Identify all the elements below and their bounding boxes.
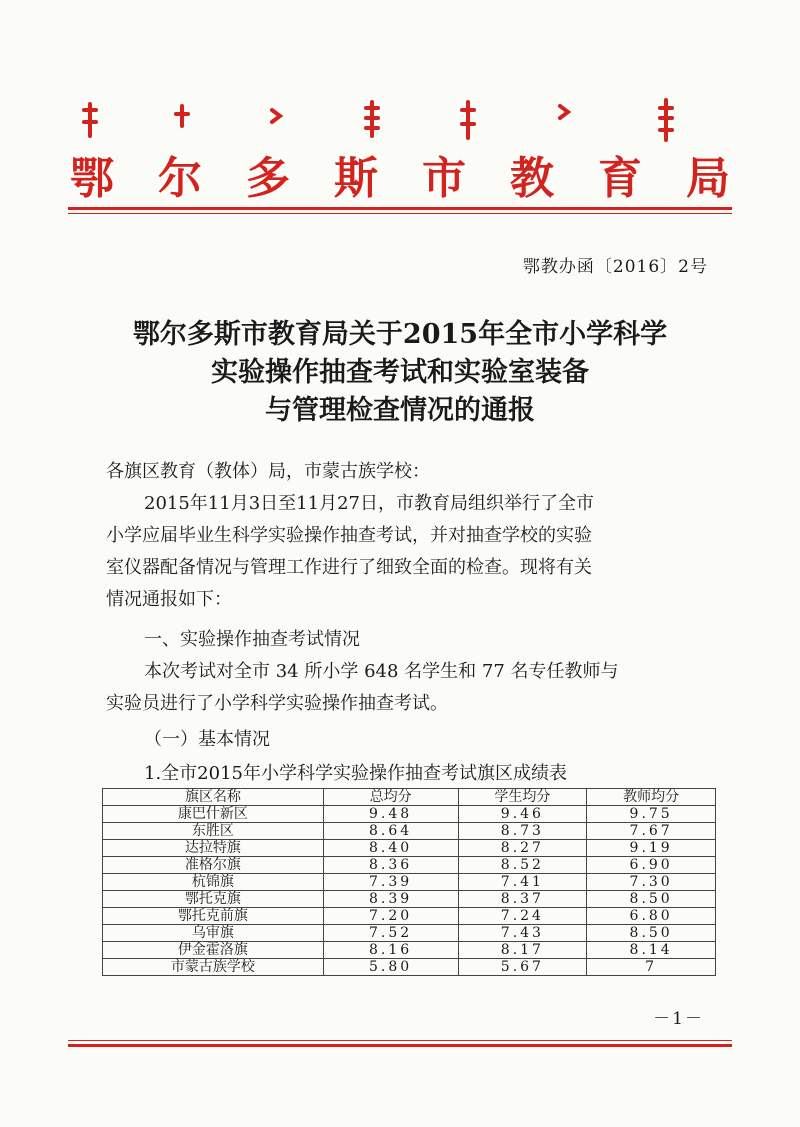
score-cell: 8.73: [458, 823, 587, 840]
table-row: [103, 925, 716, 942]
score-cell: 7.43: [458, 925, 587, 942]
column-header: 总均分: [323, 789, 458, 806]
district-name-cell: 鄂托克前旗: [103, 908, 324, 925]
district-name-cell: 准格尔旗: [103, 857, 324, 874]
score-cell: 7.39: [323, 874, 458, 891]
headline-line: 鄂尔多斯市教育局关于2015年全市小学科学: [132, 319, 668, 350]
score-cell: 8.52: [458, 857, 587, 874]
org-char: 市: [422, 153, 466, 204]
table-row: [103, 823, 716, 840]
exam-paragraph: [106, 656, 716, 720]
district-name-cell: 杭锦旗: [103, 874, 324, 891]
org-char: 斯: [334, 153, 378, 204]
org-char: 育: [598, 153, 642, 204]
org-char: 尔: [158, 153, 202, 204]
paragraph-line: 情况通报如下：: [106, 589, 232, 610]
score-cell: 9.75: [587, 806, 716, 823]
score-cell: 8.50: [587, 891, 716, 908]
org-char: 局: [686, 153, 730, 204]
score-cell: 8.50: [587, 925, 716, 942]
score-cell: 8.40: [323, 840, 458, 857]
score-cell: 8.36: [323, 857, 458, 874]
district-name-cell: 鄂托克旗: [103, 891, 324, 908]
headline-line: 实验操作抽查考试和实验室装备: [211, 357, 589, 388]
document-headline: [80, 316, 720, 430]
district-score-table: [102, 788, 716, 976]
column-header: 学生均分: [458, 789, 587, 806]
score-cell: 9.48: [323, 806, 458, 823]
score-cell: 7.52: [323, 925, 458, 942]
table-row: [103, 959, 716, 976]
page-number: －1－: [653, 1009, 704, 1029]
district-name-cell: 东胜区: [103, 823, 324, 840]
paragraph-line: 实验员进行了小学科学实验操作抽查考试。: [106, 693, 448, 714]
mongolian-script-icon: [82, 96, 718, 144]
score-cell: 7.67: [587, 823, 716, 840]
column-header: 旗区名称: [103, 789, 324, 806]
score-cell: 8.14: [587, 942, 716, 959]
paragraph-line: 2015年11月3日至11月27日，市教育局组织举行了全市: [144, 493, 594, 514]
score-cell: 7.24: [458, 908, 587, 925]
score-cell: 6.90: [587, 857, 716, 874]
district-name-cell: 康巴什新区: [103, 806, 324, 823]
org-char: 教: [510, 153, 554, 204]
score-cell: 9.19: [587, 840, 716, 857]
score-cell: 8.39: [323, 891, 458, 908]
headline-line: 与管理检查情况的通报: [265, 395, 535, 426]
table-row: [103, 942, 716, 959]
org-char: 鄂: [70, 153, 114, 204]
paragraph-line: 小学应届毕业生科学实验操作抽查考试，并对抽查学校的实验: [106, 525, 592, 546]
paragraph-line: 本次考试对全市 34 所小学 648 名学生和 77 名专任教师与: [144, 661, 619, 682]
subsection-heading: （一）基本情况: [144, 729, 270, 750]
score-cell: 5.80: [323, 959, 458, 976]
table-row: [103, 806, 716, 823]
score-cell: 7.41: [458, 874, 587, 891]
score-cell: 8.64: [323, 823, 458, 840]
score-cell: 7.20: [323, 908, 458, 925]
score-cell: 9.46: [458, 806, 587, 823]
table-caption: 1.全市2015年小学科学实验操作抽查考试旗区成绩表: [144, 763, 567, 784]
table-row: [103, 857, 716, 874]
score-cell: 8.17: [458, 942, 587, 959]
district-name-cell: 乌审旗: [103, 925, 324, 942]
table-row: [103, 840, 716, 857]
district-name-cell: 伊金霍洛旗: [103, 942, 324, 959]
score-cell: 6.80: [587, 908, 716, 925]
district-name-cell: 市蒙古族学校: [103, 959, 324, 976]
paragraph-line: 室仪器配备情况与管理工作进行了细致全面的检查。现将有关: [106, 557, 592, 578]
intro-paragraph: [106, 488, 716, 616]
score-cell: 5.67: [458, 959, 587, 976]
score-cell: 7: [587, 959, 716, 976]
table-row: [103, 891, 716, 908]
score-cell: 8.16: [323, 942, 458, 959]
addressee: 各旗区教育（教体）局，市蒙古族学校：: [106, 461, 430, 482]
table-row: [103, 874, 716, 891]
district-name-cell: 达拉特旗: [103, 840, 324, 857]
column-header: 教师均分: [587, 789, 716, 806]
footer-divider: [68, 1040, 732, 1047]
score-cell: 7.30: [587, 874, 716, 891]
table-header-row: [103, 789, 716, 806]
mongolian-script-glyphs: [82, 96, 718, 144]
section-heading: 一、实验操作抽查考试情况: [144, 629, 360, 650]
issuing-organization: [70, 146, 730, 202]
score-cell: 8.27: [458, 840, 587, 857]
table-row: [103, 908, 716, 925]
org-char: 多: [246, 153, 290, 204]
score-cell: 8.37: [458, 891, 587, 908]
document-number: 鄂教办函〔2016〕2号: [522, 257, 708, 277]
